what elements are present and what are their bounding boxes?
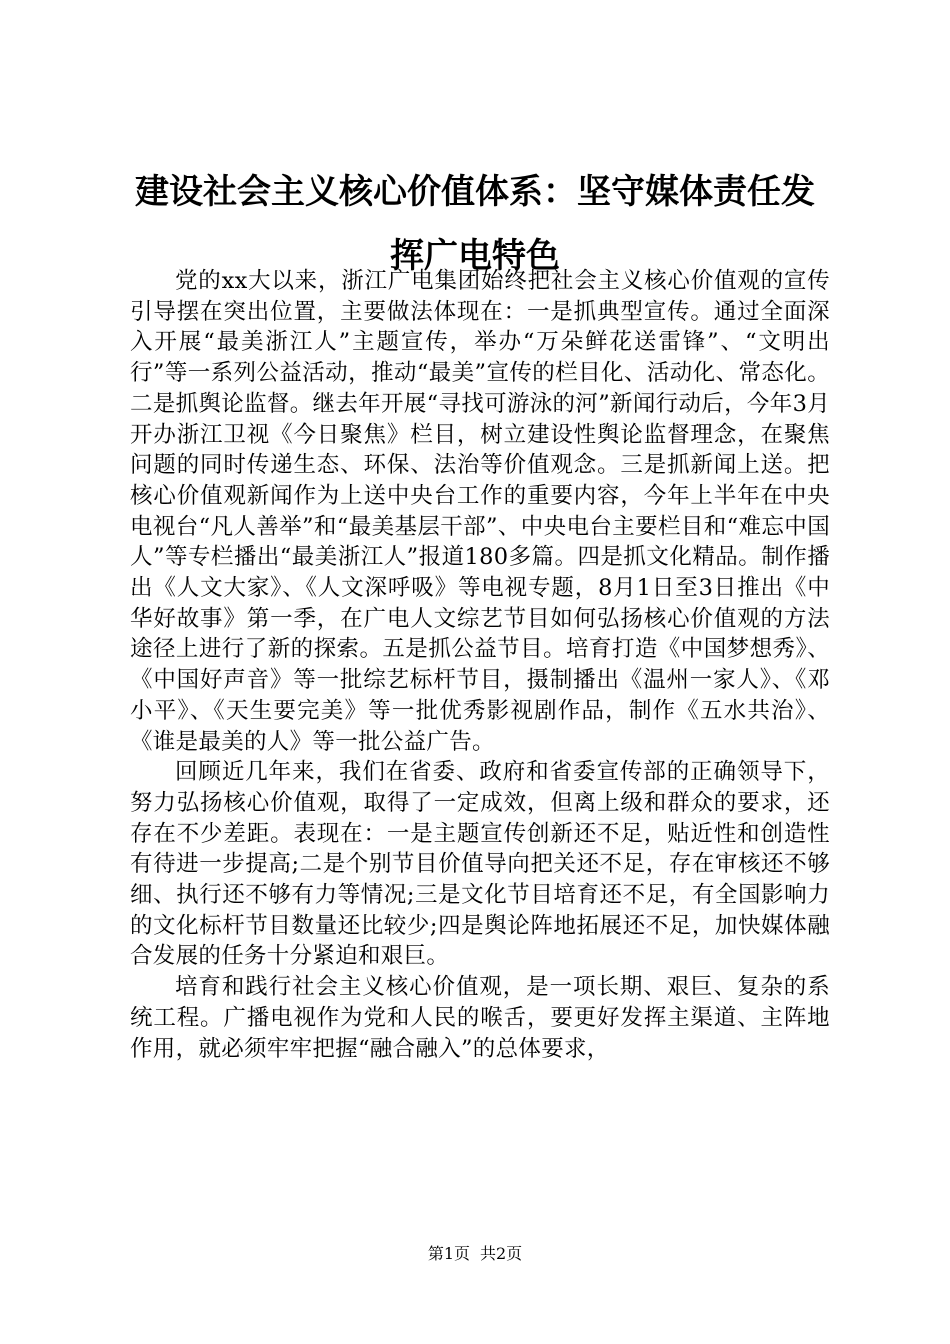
page-total: 共2页 <box>480 1244 523 1263</box>
paragraph-3: 培育和践行社会主义核心价值观，是一项长期、艰巨、复杂的系统工程。广播电视作为党和人民的喉舌，要更好发挥主渠道、主阵地作用，就必须牢牢把握“融合融入”的总体要求， <box>130 974 830 1062</box>
page-number: 第1页 <box>427 1244 470 1263</box>
document-body <box>130 266 830 1064</box>
paragraph-1: 党的xx大以来，浙江广电集团始终把社会主义核心价值观的宣传引导摆在突出位置，主要做法体现在：一是抓典型宣传。通过全面深入开展“最美浙江人”主题宣传，举办“万朵鲜花送雷锋”、“文明出行”等一系列公益活动，推动“最美”宣传的栏目化、活动化、常态化。二是抓舆论监督。继去年开展“寻找可游泳的河”新闻行动后，今年3月开办浙江卫视《今日聚焦》栏目，树立建设性舆论监督理念，在聚焦问题的同时传递生态、环保、法治等价值观念。三是抓新闻上送。把核心价值观新闻作为上送中央台工作的重要内容，今年上半年在中央电视台“凡人善举”和“最美基层干部”、中央电台主要栏目和“难忘中国人”等专栏播出“最美浙江人”报道180多篇。四是抓文化精品。制作播出《人文大家》、《人文深呼吸》等电视专题，8月1日至3日推出《中华好故事》第一季，在广电人文综艺节目如何弘扬核心价值观的方法途径上进行了新的探索。五是抓公益节目。培育打造《中国梦想秀》、《中国好声音》等一批综艺标杆节目，摄制播出《温州一家人》、《邓小平》、《天生要完美》等一批优秀影视剧作品，制作《五水共治》、《谁是最美的人》等一批公益广告。 <box>130 268 830 755</box>
document-title: 建设社会主义核心价值体系：坚守媒体责任发挥广电特色 <box>135 172 815 276</box>
page-footer <box>0 1242 950 1266</box>
paragraph-2: 回顾近几年来，我们在省委、政府和省委宣传部的正确领导下，努力弘扬核心价值观，取得了一定成效，但离上级和群众的要求，还存在不少差距。表现在：一是主题宣传创新还不足，贴近性和创造性有待进一步提高;二是个别节目价值导向把关还不足，存在审核还不够细、执行还不够有力等情况;三是文化节目培育还不足，有全国影响力的文化标杆节目数量还比较少;四是舆论阵地拓展还不足，加快媒体融合发展的任务十分紧迫和艰巨。 <box>130 759 830 970</box>
